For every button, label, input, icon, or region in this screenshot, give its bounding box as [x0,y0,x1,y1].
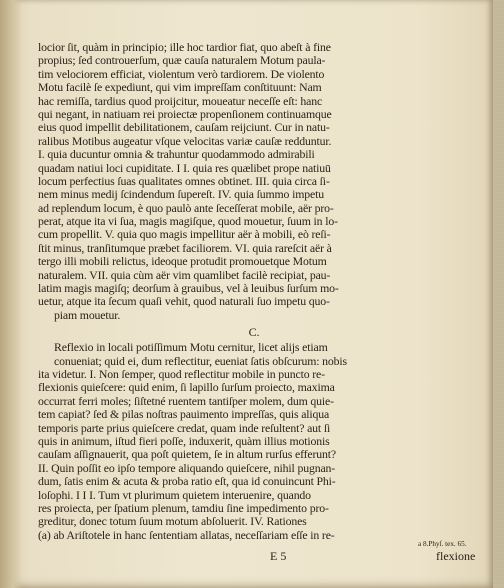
text-line: res proiecta, per ſpatium plenum, tamdiu ſine impedimento pro- [38,500,329,515]
text-line: tim velociorem efficiat, violentum verò tardiorem. De violento [38,66,325,81]
catchword: flexione [436,549,476,563]
text-line: qui negant, in natiuam rei proiectæ propenſionem continuamque [38,106,332,121]
text-line: ad replendum locum, è quo paulò ante ſeceſſerat mobile, aër pro- [38,200,334,215]
text-line: greditur, donec totum ſuum motum abſoluerit. IV. Rationes [38,514,307,529]
text-line: ralibus Motibus augeatur vſque velocitas variæ cauſæ redduntur. [38,133,332,148]
text-line: conueniat; quid ei, dum reflectitur, eueniat ſatis obſcurum: nobis [54,353,347,368]
text-line: latim magis magiſq; deorſum à grauibus, vel à leuibus ſurſum mo- [38,281,339,296]
paragraph-1 [38,41,490,322]
text-line: cauſam aſſignauerit, qua poſt quietem, ſe in altum rurſus efferunt? [38,447,336,462]
text-line: locum perfectius ſuas qualitates omnes obtinet. III. quia circa ſi- [38,173,330,188]
text-line: Reflexio in locali potiſſimum Motu cernitur, licet alijs etiam [54,340,328,355]
text-line: ſtit minus, tranſitumque præbet faciliorem. VI. quia rareſcit aër à [38,240,332,255]
text-line: (a) ab Ariſtotele in hanc ſententiam allatas, neceſſariam eſſe in re- [38,527,335,542]
text-line: tergo illi mobili relictus, ideoque protudit promouetque Motum [38,254,327,269]
signature-mark: E 5 [270,549,287,563]
page-gutter [0,0,22,588]
page-footer [38,549,490,565]
text-line: piam mouetur. [54,307,121,322]
text-line: nem minus medij ſcindendum ſupereſt. IV. quia ſummo impetu [38,187,324,202]
text-line: ita videtur. I. Non ſemper, quod reflectitur mobile in puncto re- [38,366,325,381]
text-line: I. quia ducuntur omnia & trahuntur quodammodo admirabili [38,147,315,162]
margin-note: a 8.Phyſ. tex. 65. [418,540,467,548]
text-line: cum propellit. V. quia quo magis impellitur aër à mobili, eò reſi- [38,227,331,242]
text-line: loſophi. I I I. Tum vt plurimum quietem interuenire, quando [38,487,311,502]
text-line: eius quod impellit debilitationem, cauſam reijciunt. Cur in natu- [38,120,330,135]
section-header: C. [248,325,260,340]
text-line: locior ſit, quàm in principio; ille hoc tardior fiat, quo abeſt à fine [38,40,331,54]
text-line: quis in animum, iſtud fieri poſſe, induxerit, quàm illius motionis [38,433,330,448]
text-line: flexionis quieſcere: quid enim, ſi lapillo ſurſum proiecto, maxima [38,380,335,395]
text-line: occurrat ferri moles; ſiſtetné ruentem tantiſper molem, dum quie- [38,393,334,408]
text-line: perat, atque ita vi ſua, magis magiſque, quod mouetur, ſuum in lo- [38,214,338,229]
text-line: temporis parte prius quieſcere credat, quam inde reſultent? aut ſi [38,420,331,435]
text-line: propius; ſed controuerſum, quæ cauſa naturalem Motum paula- [38,53,326,68]
text-line: dum, ſatis enim & acuta & proba ratio eſt, qua id conuincunt Phi- [38,474,336,489]
text-line: tem capiat? ſed & pilas noſtras pauimento impreſſas, quis aliqua [38,407,330,422]
paragraph-2 [38,341,490,542]
text-line: quadam natiui loci cupiditate. I I. quia res quælibet prope natiuū [38,160,331,175]
page-edges [493,0,504,588]
text-line: II. Quin poſſit eo ipſo tempore aliquando quieſcere, nihil pugnan- [38,460,336,475]
text-line: Motu facilè ſe expediunt, qui vim impreſſam conſtituunt: Nam [38,80,322,95]
text-line: hac remiſſa, tardius quod proijcitur, moueatur neceſſe eſt: hanc [38,93,323,108]
text-line: naturalem. VII. quia cùm aër vim quamlibet facilè recipiat, pau- [38,267,331,282]
text-line: uetur, atque ita ſecum quaſi vehit, quod naturali ſuo impetu quo- [38,294,330,309]
page-text-block [38,41,490,542]
